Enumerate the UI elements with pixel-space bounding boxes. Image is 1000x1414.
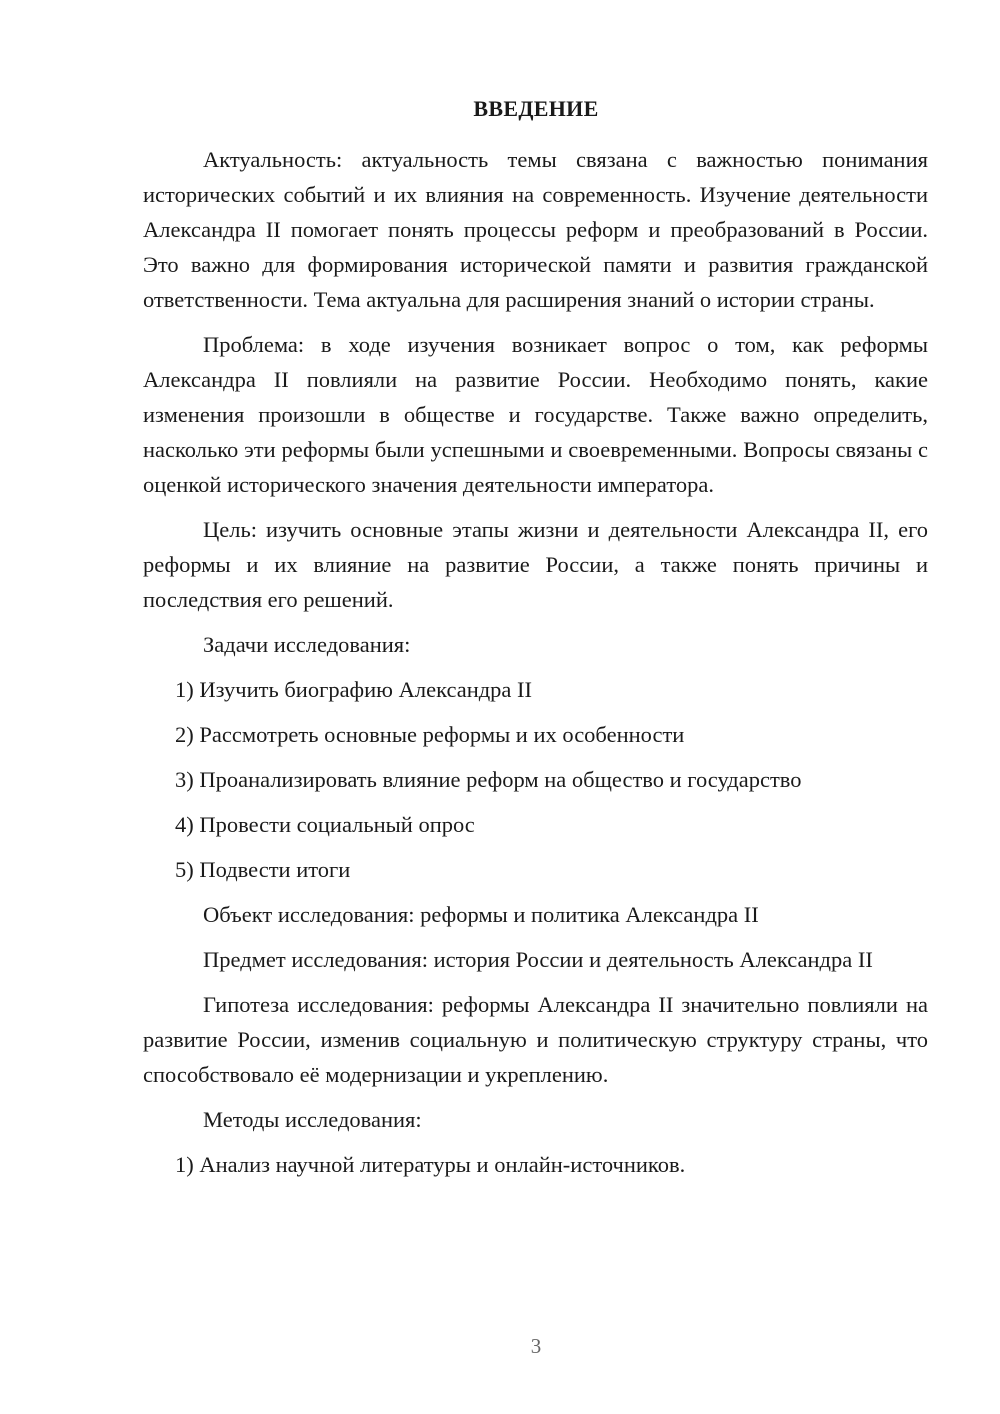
research-subject: Предмет исследования: история России и деятельность Александра II [203,947,873,972]
task-item-5: 5) Подвести итоги [175,857,351,882]
hypothesis-paragraph: Гипотеза исследования: реформы Александра II значительно повлияли на развитие России, изменив социальную и политическую структуру страны, что способствовало её модернизации и укреплению. [143,992,928,1087]
task-item-1: 1) Изучить биографию Александра II [175,677,533,702]
task-item-4: 4) Провести социальный опрос [175,812,475,837]
relevance-paragraph: Актуальность: актуальность темы связана с важностью понимания исторических событий и их влияния на современность. Изучение деятельности Александра II помогает понять процессы реформ и преобразований в России. Это важно для формирования исторической памяти и развития гражданской ответственности. Тема актуальна для расширения знаний о истории страны. [143,147,928,312]
method-item-1: 1) Анализ научной литературы и онлайн-источников. [175,1152,686,1177]
methods-heading: Методы исследования: [203,1107,422,1132]
research-object: Объект исследования: реформы и политика Александра II [203,902,759,927]
task-item-3: 3) Проанализировать влияние реформ на общество и государство [175,767,802,792]
section-heading: ВВЕДЕНИЕ [473,96,599,121]
tasks-heading: Задачи исследования: [203,632,411,657]
problem-paragraph: Проблема: в ходе изучения возникает вопрос о том, как реформы Александра II повлияли на развитие России. Необходимо понять, какие изменения произошли в обществе и государстве. Также важно определить, насколько эти реформы были успешными и своевременными. Вопросы связаны с оценкой исторического значения деятельности императора. [143,332,928,497]
goal-paragraph: Цель: изучить основные этапы жизни и деятельности Александра II, его реформы и их влияние на развитие России, а также понять причины и последствия его решений. [143,517,928,612]
task-item-2: 2) Рассмотреть основные реформы и их особенности [175,722,685,747]
document-body [143,142,928,1192]
page-number: 3 [530,1334,542,1358]
